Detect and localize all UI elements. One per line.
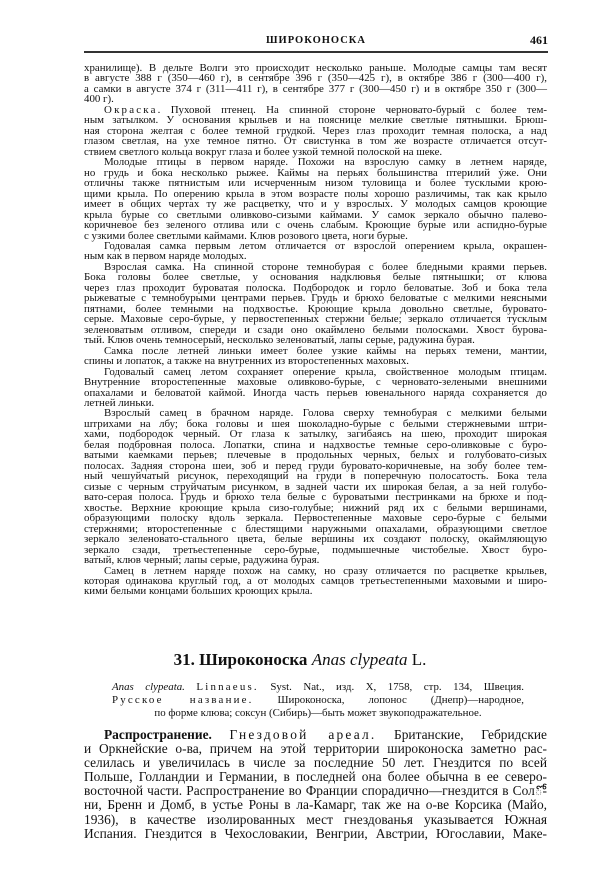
- text-line: ным как в первом наряде молодых.: [84, 250, 247, 263]
- text-line: хами, подбородок черный. От глаза к затылку, загибаясь на шею, проходит широкая: [84, 428, 547, 441]
- species-author: L.: [411, 650, 427, 669]
- text-line: но грудь и бока несколько рыжее. Каймы на перьях большинства птерилий ýже. Они: [84, 166, 547, 179]
- text-line: стержнями; второстепенные с блестящими наружными опахалами, образующими светлое: [84, 522, 547, 535]
- russian-name-line-2: по форме клюва; соксун (Сибирь)—быть может звукоподражательное.: [154, 707, 482, 719]
- text-line: в августе 388 г (350—460 г), в сентябре 396 г (350—425 г), в октябре 386 г (300—400 г),: [84, 72, 547, 85]
- text-line: и Оркнейские о-ва, причем на этой территории широконоска заметно рас-: [84, 741, 547, 757]
- text-line: имеет в общих чертах ту же расцветку, что и у взрослых. У молодых самцов кроющие: [84, 198, 547, 211]
- text-line: с узкими более светлыми каймами. Клюв розового цвета, ноги бурые.: [84, 229, 408, 242]
- text-line: восточной части. Распространение во Франции спорадично—гнездится в Солో-: [84, 783, 547, 799]
- header-rule: [84, 51, 548, 53]
- text-line: опахалами и беловатой каймой. Иногда часть перьев ювенального наряда сохраняется до: [84, 386, 547, 399]
- text-line: 1936), в качестве изолированных мест гнездованья указывается Южная: [84, 811, 547, 827]
- text-line: образующими полоску вдоль зеркала. Первостепенные маховые серо-бурые с белыми: [84, 512, 547, 525]
- text-line: а самки в августе 374 г (311—411 г), в сентябре 377 г (300—450 г) и в октябре 350 г (300—: [84, 82, 547, 95]
- text-line: Молодые птицы в первом наряде. Похожи на взрослую самку в летнем наряде,: [104, 156, 547, 169]
- text-line: Самец в летнем наряде похож на самку, но сразу отличается по расцветке крыльев,: [104, 564, 547, 577]
- text-line: зеленоватым отливом, спереди и сзади оно окаймлено белыми полосками. Хвост бурова-: [84, 323, 547, 336]
- species-number-name: 31. Широконоска: [173, 650, 308, 669]
- text-line: летней линьки.: [84, 397, 155, 409]
- species-latin-name: Anas clypeata: [311, 650, 408, 669]
- text-line: зеркало сзади, третьестепенные серо-бурые, подмышечные чистобелые. Хвост буро-: [84, 543, 547, 556]
- text-line: Бока головы более светлые, у основания надклювья белые пятнышки; от клюва: [84, 271, 547, 284]
- citation-block: [112, 681, 524, 720]
- russian-name-line: [112, 694, 524, 707]
- body-text: [84, 63, 547, 597]
- text-line: ватыми каемками перьев; плечевые в продольных черных, белых и голубовато-сизых: [84, 449, 547, 462]
- text-line: щими крыла. По оперению крыла в этом возрасте полы хорошо различимы, так как крыло: [84, 187, 547, 200]
- section-lead: Окраска: [104, 103, 158, 116]
- running-title: ШИРОКОНОСКА: [266, 35, 366, 46]
- text-line: которая одинакова круглый год, а от молодых самцов третьестепенными маховыми и широ-: [84, 574, 547, 587]
- text-line: зеркало зеленовато-стального цвета, белые вершины их создают полоску, окаймляющую: [84, 533, 547, 546]
- text-line: хранилище). В дельте Волги это происходит несколько раньше. Молодые самцы там весят: [84, 62, 547, 74]
- text-line: сизые с черным струйчатым рисунком, в задней части их широкая белая, а за ней голубо-: [84, 480, 547, 493]
- text-line: [84, 728, 547, 742]
- text-line: глазом светлая, на ухе темное пятно. От свистунка в том же возрасте отличается отсут-: [84, 135, 547, 148]
- text-line: Самка после летней линьки имеет более узкие каймы на перьях темени, мантии,: [104, 344, 547, 357]
- text-line: хвостье. Верхние кроющие крыла сизо-голубые; нижний ряд их с белыми вершинами,: [84, 501, 547, 514]
- text-line: ватый, клюв черный; лапы серые, радужина бурая.: [84, 554, 320, 567]
- text-line: тый. Клюв очень темносерый, несколько зеленоватый, лапы серые, радужина бурая.: [84, 334, 475, 347]
- text-line: Польше, Голландии и Германии, в последней она более обычна в ее северо-: [84, 769, 547, 785]
- citation-latin: Anas clypeata.: [112, 681, 185, 693]
- text-line: 400 г).: [84, 93, 114, 106]
- text-line: ный чешуйчатый рисунок, переходящий на груди в поперечную полосатость. Бока тела: [84, 470, 547, 483]
- page-number: 461: [530, 33, 548, 47]
- russian-name-text: Широконоска, лопонос (Днепр)—народное,: [277, 694, 524, 706]
- line-text: . Пуховой птенец. На спинной стороне черновато-бурый с более тем-: [157, 103, 547, 116]
- citation-line: [112, 681, 524, 694]
- text-line: Внутренние второстепенные маховые оливково-бурые, с черновато-зелеными внешними: [84, 376, 547, 389]
- running-header: [84, 35, 548, 49]
- text-line: Годовалая самка первым летом отличается от взрослой оперением крыла, окрашен-: [104, 239, 547, 252]
- text-line: селилась и увеличилась в числе за последние 50 лет. Гнездится по всей: [84, 755, 547, 771]
- text-line: ствием светлого кольца вокруг глаза и более узкой темной полоской на шеке.: [84, 145, 443, 158]
- distribution-subheading: Гнездовой ареал.: [229, 727, 377, 742]
- text-line: полосах. Задняя сторона шеи, зоб и перед груди буровато-коричневые, на зобу более тем-: [84, 459, 547, 472]
- text-line: ным затылком. У основания крыльев и на пояснице мелкие светлые пятнышки. Брюш-: [84, 114, 547, 127]
- russian-name-label: Русское название.: [112, 694, 254, 706]
- text-line: рыжеватые с темнобурыми центрами перьев. Грудь и брюхо беловатые с мелкими неясными: [84, 292, 547, 305]
- text-line: Взрослая самка. На спинной стороне темнобурая с более бледными краями перьев.: [104, 260, 547, 273]
- text-line: пятнами, более темными на подхвостье. Кроющие крыла довольно светлые, буровато-: [84, 302, 547, 315]
- species-heading: [0, 650, 600, 670]
- line-text: Британские, Гебридские: [394, 727, 547, 742]
- text-line: кими белыми концами больших кроющих крыла.: [84, 585, 313, 598]
- distribution-section: [84, 728, 547, 841]
- text-line: штрихами на лбу; бока головы и шея шоколадно-бурые с белыми стержневыми штри-: [84, 417, 547, 430]
- text-line: ная сторона желтая с более темной грудкой. Через глаз проходит темная полоска, а над: [84, 124, 547, 137]
- text-line: крыла бурые со светлыми оливково-сизыми каймами. У самок зеркало обычно палево-: [84, 208, 547, 221]
- text-line: через глаз проходит буроватая полоска. Подбородок и горло беловатые. Зоб и бока тела: [84, 281, 547, 294]
- text-line: Годовалый самец летом сохраняет оперение крыла, свойственное молодым птицам.: [104, 365, 547, 378]
- text-line: серые. Маховые серо-бурые, у первостепенных стержни белые; зеркало отличается тусклым: [84, 313, 547, 326]
- text-line: отличны также пятнистым или исчерченным низом туловища и более тусклыми крою-: [84, 177, 547, 190]
- citation-reference: Syst. Nat., изд. X, 1758, стр. 134, Швеция.: [270, 681, 524, 693]
- text-line: ни, Бренн и Домб, в устье Роны в ла-Камарг, так же на о-ве Корсика (Майо,: [84, 797, 547, 813]
- text-line: белая подбровная полоса. Лопатки, спина и надхвостье темные серо-оливковые с буро-: [84, 438, 547, 451]
- text-line: вато-серая полоса. Грудь и брюхо тела белые с буроватыми пестринками на брюхе и под-: [84, 491, 547, 504]
- distribution-heading: Распространение.: [104, 727, 212, 742]
- text-line: Взрослый самец в брачном наряде. Голова сверху темнобурая с мелкими белыми: [104, 407, 547, 420]
- text-line: коричневое без зеленого отлива или с очень слабым. Кроющие бурые или аспидно-бурые: [84, 219, 547, 232]
- text-line: Испания. Гнездится в Чехословакии, Венгрии, Австрии, Югославии, Маке-: [84, 825, 547, 841]
- text-line: спины и лопаток, а также на внутренних из второстепенных маховых.: [84, 355, 410, 368]
- citation-author: Linnaeus.: [196, 681, 259, 693]
